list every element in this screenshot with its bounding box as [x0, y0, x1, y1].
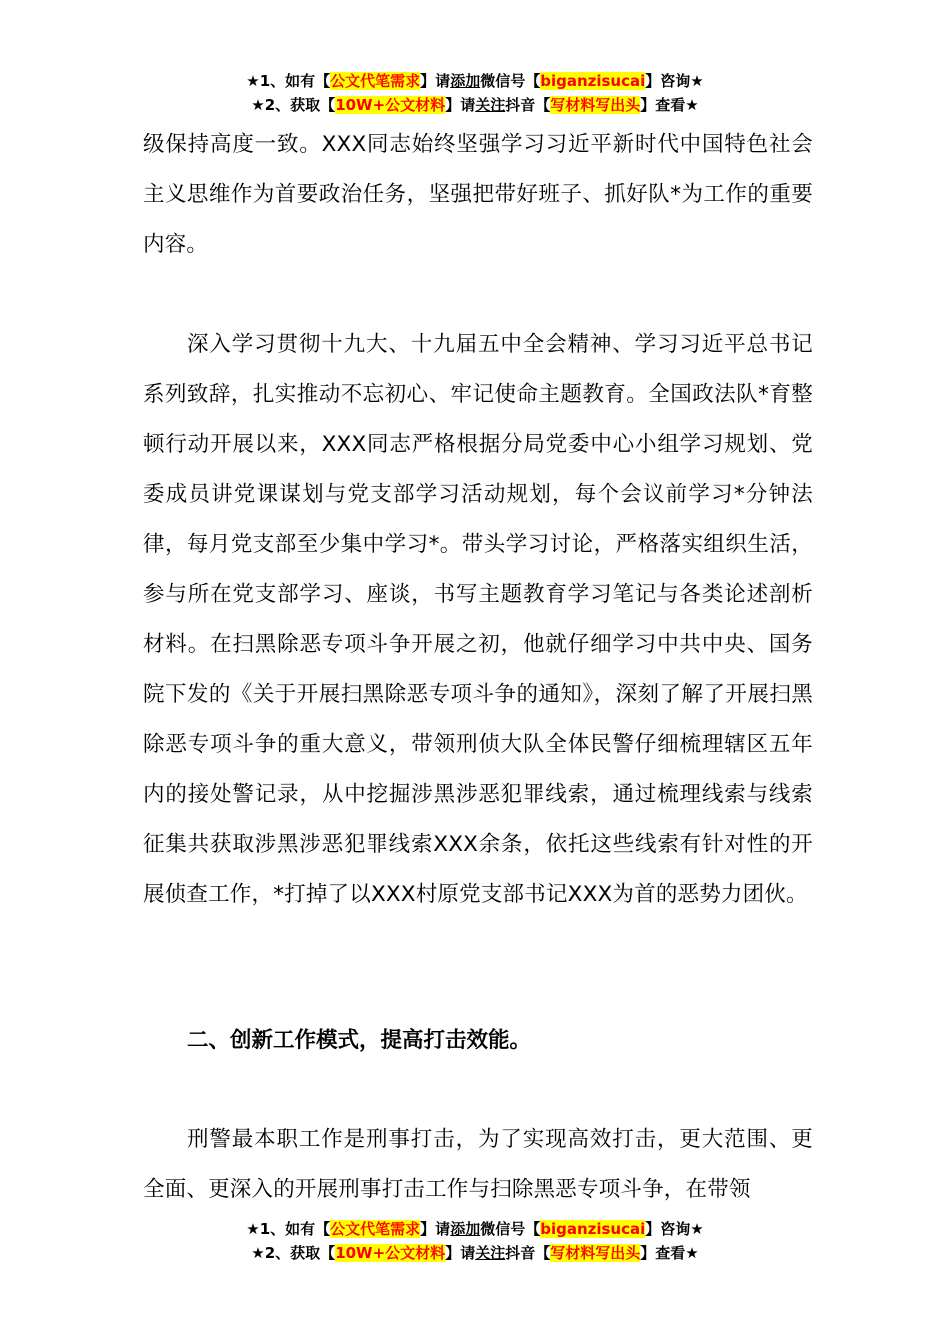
- footer-highlight-materials: 10W+公文材料: [335, 1244, 446, 1262]
- banner-line-1: ★1、如有【公文代笔需求】请添加微信号【biganzisucai】咨询★: [246, 72, 704, 90]
- highlight-wechat-id: biganzisucai: [540, 72, 646, 90]
- paragraph-2: 深入学习贯彻十九大、十九届五中全会精神、学习习近平总书记系列致辞，扎实推动不忘初心、牢记使命主题教育。全国政法队*育整顿行动开展以来，XXX同志严格根据分局党委中心小组学习规划、党委成员讲党课谋划与党支部学习活动规划，每个会议前学习*分钟法律，每月党支部至少集中学习*。带头学习讨论，严格落实组织生活，参与所在党支部学习、座谈，书写主题教育学习笔记与各类论述剖析材料。在扫黑除恶专项斗争开展之初，他就仔细学习中共中央、国务院下发的《关于开展扫黑除恶专项斗争的通知》，深刻了解了开展扫黑除恶专项斗争的重大意义，带领刑侦大队全体民警仔细梳理辖区五年内的接处警记录，从中挖掘涉黑涉恶犯罪线索，通过梳理线索与线索征集共获取涉黑涉恶犯罪线索XXX余条，依托这些线索有针对性的开展侦查工作，*打掉了以XXX村原党支部书记XXX为首的恶势力团伙。: [143, 332, 813, 907]
- banner-line-2: ★2、获取【10W+公文材料】请关注抖音【写材料写出头】查看★: [251, 96, 699, 114]
- footer-underlined-follow: 关注: [475, 1244, 506, 1262]
- footer-banner-line-2: ★2、获取【10W+公文材料】请关注抖音【写材料写出头】查看★: [251, 1244, 699, 1262]
- section-heading: 二、创新工作模式，提高打击效能。: [187, 1028, 532, 1053]
- footer-highlight-wechat-id: biganzisucai: [540, 1220, 646, 1238]
- header-banner: [0, 69, 950, 117]
- footer-highlight-service: 公文代笔需求: [330, 1220, 421, 1238]
- paragraph-1: 级保持高度一致。XXX同志始终坚强学习习近平新时代中国特色社会主义思维作为首要政治任务，坚强把带好班子、抓好队*为工作的重要内容。: [143, 132, 813, 257]
- footer-banner-line-1: ★1、如有【公文代笔需求】请添加微信号【biganzisucai】咨询★: [246, 1220, 704, 1238]
- paragraph-3: 刑警最本职工作是刑事打击，为了实现高效打击，更大范围、更全面、更深入的开展刑事打击工作与扫除黑恶专项斗争，在带领: [143, 1127, 813, 1202]
- footer-underlined-add: 添加: [450, 1220, 481, 1238]
- highlight-douyin-account: 写材料写出头: [550, 96, 641, 114]
- footer-banner: [0, 1217, 950, 1265]
- underlined-follow: 关注: [475, 96, 506, 114]
- highlight-service: 公文代笔需求: [330, 72, 421, 90]
- highlight-materials: 10W+公文材料: [335, 96, 446, 114]
- underlined-add: 添加: [450, 72, 481, 90]
- footer-highlight-douyin-account: 写材料写出头: [550, 1244, 641, 1262]
